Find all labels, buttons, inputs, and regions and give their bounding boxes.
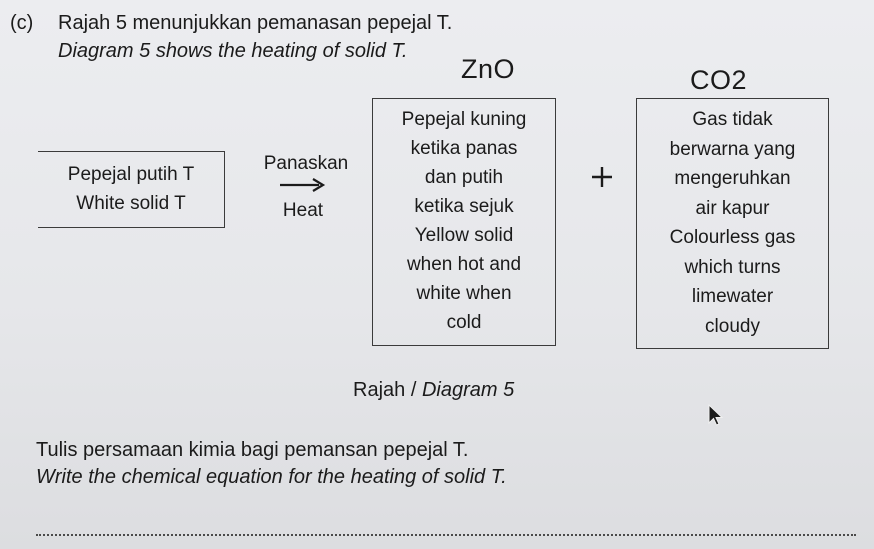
plus-icon [590, 165, 614, 189]
product-1-line: ketika panas [410, 138, 518, 159]
product-2-line: mengeruhkan [674, 168, 791, 189]
product-2-line: which turns [684, 256, 781, 278]
condition-label-english: Heat [282, 200, 324, 221]
product-1-line: ketika sejuk [414, 196, 514, 217]
product-2-line: berwarna yang [669, 138, 796, 160]
reactant-box [38, 151, 225, 228]
product-1-box [372, 98, 556, 346]
product-2-line: limewater [691, 286, 774, 307]
product-2-line: air kapur [695, 197, 770, 219]
instruction-english: Write the chemical equation for the heating of solid T. [36, 466, 507, 488]
product-1-line: when hot and [406, 254, 522, 275]
right-arrow-icon [279, 177, 327, 193]
diagram-caption-malay: Rajah / [353, 379, 417, 401]
product-2-line: cloudy [705, 315, 760, 337]
instruction-malay: Tulis persamaan kimia bagi pemansan pepejal T. [36, 439, 469, 461]
diagram-caption [353, 379, 514, 402]
reactant-line-english: White solid T [76, 192, 186, 214]
handwritten-answer-co2: CO2 [690, 65, 748, 95]
mouse-pointer-icon [706, 403, 724, 427]
product-1-line: cold [446, 312, 482, 333]
product-2-box [636, 98, 829, 349]
condition-label-malay: Panaskan [263, 153, 349, 174]
product-1-line: Yellow solid [414, 225, 514, 246]
question-title-malay: Rajah 5 menunjukkan pemanasan pepejal T. [58, 12, 453, 34]
product-1-line: dan putih [424, 167, 504, 188]
product-1-line: white when [416, 283, 512, 304]
diagram-caption-english: Diagram 5 [421, 379, 515, 401]
answer-line[interactable] [36, 534, 856, 536]
reactant-line-malay: Pepejal putih T [67, 163, 195, 185]
question-title-english: Diagram 5 shows the heating of solid T. [58, 40, 408, 62]
product-2-line: Colourless gas [669, 227, 796, 248]
product-2-line: Gas tidak [692, 109, 773, 130]
question-label: (c) [10, 12, 34, 34]
product-1-line: Pepejal kuning [401, 109, 527, 130]
handwritten-answer-zno: ZnO [461, 54, 516, 84]
